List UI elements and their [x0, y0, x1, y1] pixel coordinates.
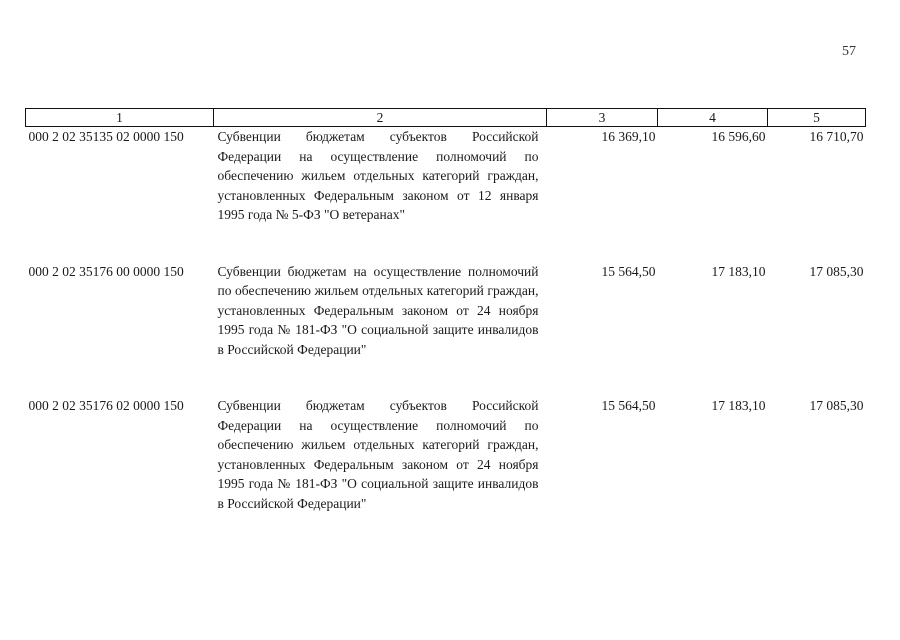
table-row — [26, 396, 866, 550]
column-header-4: 4 — [658, 109, 768, 127]
column-header-3: 3 — [547, 109, 658, 127]
value-col-3: 15 564,50 — [601, 263, 656, 279]
column-header-2: 2 — [214, 109, 547, 127]
item-description: Субвенции бюджетам субъектов Российской Федерации на осуществление полномочий по обеспечению жильем отдельных категорий граждан, установленных Федеральным законом от 12 января 1995 года № 5-ФЗ "О ветеранах" — [217, 129, 539, 222]
value-col-5: 16 710,70 — [809, 129, 864, 144]
value-col-5: 17 085,30 — [809, 263, 864, 279]
table-row — [26, 262, 866, 397]
budget-code: 000 2 02 35176 00 0000 150 — [28, 263, 184, 279]
item-description: Субвенции бюджетам на осуществление полномочий по обеспечению жильем отдельных категорий граждан, установленных Федеральным законом от 24 ноября 1995 года № 181-ФЗ "О социальной защите инвалидов в Российской Федерации" — [217, 263, 539, 357]
value-col-4: 16 596,60 — [711, 129, 766, 144]
column-header-1: 1 — [26, 109, 214, 127]
page-number: 57 — [842, 44, 856, 59]
item-description: Субвенции бюджетам субъектов Российской Федерации на осуществление полномочий по обеспечению жильем отдельных категорий граждан, установленных Федеральным законом от 24 ноября 1995 года № 181-ФЗ "О социальной защите инвалидов в Российской Федерации" — [217, 398, 539, 511]
budget-table — [25, 108, 866, 550]
table-row — [26, 127, 866, 262]
value-col-3: 16 369,10 — [601, 129, 656, 144]
header-row — [26, 109, 866, 127]
value-col-3: 15 564,50 — [601, 398, 656, 413]
budget-code: 000 2 02 35176 02 0000 150 — [28, 398, 184, 413]
column-header-5: 5 — [768, 109, 866, 127]
budget-code: 000 2 02 35135 02 0000 150 — [28, 129, 184, 144]
value-col-5: 17 085,30 — [809, 398, 864, 413]
value-col-4: 17 183,10 — [711, 398, 766, 413]
value-col-4: 17 183,10 — [711, 263, 766, 279]
